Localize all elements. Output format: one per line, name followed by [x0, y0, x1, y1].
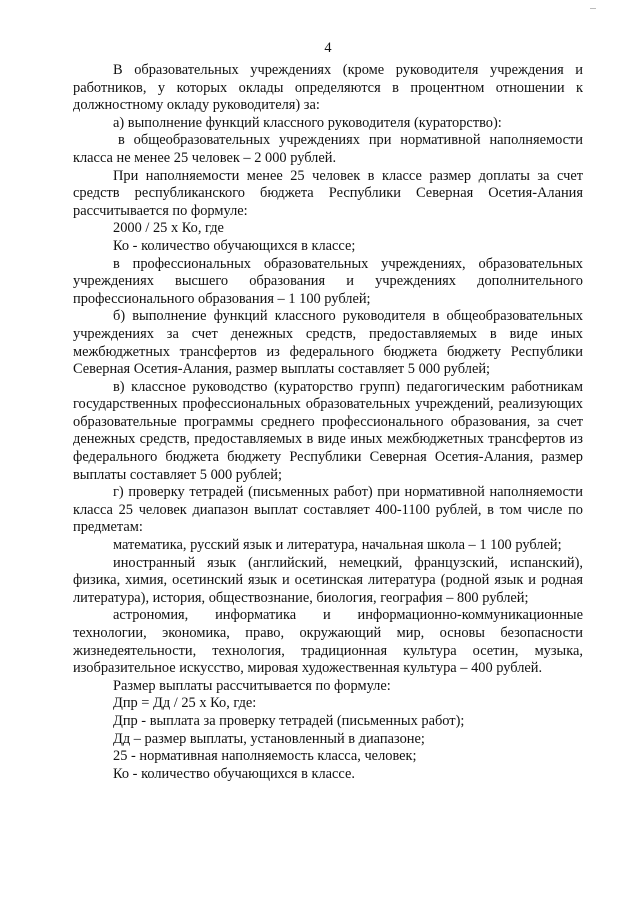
paragraph: б) выполнение функций классного руководителя в общеобразовательных учреждениях за счет денежных средств, предоставляемых в виде иных межбюджетных трансфертов из федерального бюджета бюджету Республики Северная Осетия-Алания, размер выплаты составляет 5 000 рублей; [73, 308, 583, 378]
paragraph: иностранный язык (английский, немецкий, французский, испанский), физика, химия, осетинский язык и осетинская литература (родной язык и родная литература), история, обществознание, биология, география – 800 рублей; [73, 554, 583, 606]
paragraph: а) выполнение функций классного руководителя (кураторство): [113, 114, 502, 131]
paragraph: астрономия, информатика и информационно-коммуникационные технологии, экономика, право, окружающий мир, основы безопасности жизнедеятельности, технология, традиционная культура осетин, музыка, изобразительное искусство, мировая художественная культура – 400 рублей. [73, 607, 583, 677]
paragraph: Дпр - выплата за проверку тетрадей (письменных работ); [113, 712, 465, 729]
paragraph: Размер выплаты рассчитывается по формуле: [113, 677, 391, 694]
paragraph: При наполняемости менее 25 человек в классе размер доплаты за счет средств республиканского бюджета Республики Северная Осетия-Алания рассчитывается по формуле: [73, 167, 583, 219]
paragraph: в профессиональных образовательных учреждениях, образовательных учреждениях высшего образования и учреждениях дополнительного профессионального образования – 1 100 рублей; [73, 255, 583, 307]
paragraph: г) проверку тетрадей (письменных работ) при нормативной наполняемости класса 25 человек диапазон выплат составляет 400-1100 рублей, в том числе по предметам: [73, 484, 583, 536]
paragraph: в общеобразовательных учреждениях при нормативной наполняемости класса не менее 25 человек – 2 000 рублей. [73, 132, 583, 166]
page-number: 4 [324, 40, 332, 56]
paragraph: Дд – размер выплаты, установленный в диапазоне; [113, 730, 425, 747]
paragraph: 2000 / 25 х Ко, где [113, 220, 224, 237]
paragraph: 25 - нормативная наполняемость класса, человек; [113, 748, 417, 765]
paragraph: Ко - количество обучающихся в классе; [113, 237, 356, 254]
paragraph: Дпр = Дд / 25 х Ко, где: [113, 695, 257, 712]
scan-artifact [590, 8, 596, 9]
paragraph: В образовательных учреждениях (кроме руководителя учреждения и работников, у которых оклады определяются в процентном отношении к должностному окладу руководителя) за: [73, 62, 583, 114]
document-body [73, 62, 583, 783]
paragraph: в) классное руководство (кураторство групп) педагогическим работникам государственных профессиональных образовательных учреждений, реализующих образовательные программы среднего профессионального образования, за счет денежных средств, предоставляемых в виде иных межбюджетных трансфертов из федерального бюджета бюджету Республики Северная Осетия-Алания, размер выплаты составляет 5 000 рублей; [73, 378, 583, 483]
paragraph: Ко - количество обучающихся в классе. [113, 765, 355, 782]
paragraph: математика, русский язык и литература, начальная школа – 1 100 рублей; [113, 537, 562, 554]
